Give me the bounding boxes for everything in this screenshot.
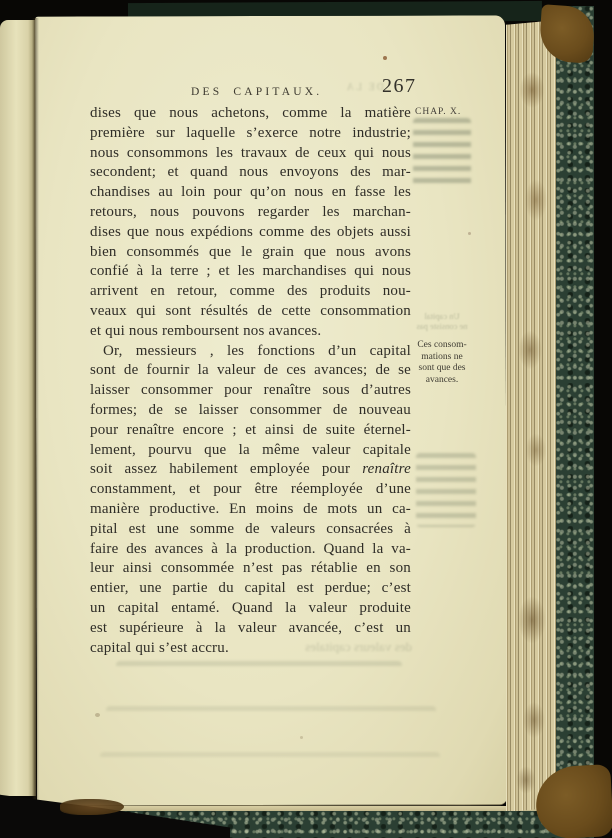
text-line: lement, pourvu que la même valeur capitale <box>90 441 411 458</box>
text-line: et qui nous remboursent nos avances. <box>90 322 322 339</box>
running-head: DES CAPITAUX. <box>191 86 323 98</box>
foxing-spot <box>468 232 471 235</box>
bleedthrough-smudge-3 <box>100 752 440 761</box>
bleedthrough-line: Un capital <box>424 311 460 321</box>
text-line: manière productive. En moins de mots un ca- <box>90 500 411 517</box>
text-line: est supérieure à la valeur avancée, c’est un <box>90 619 411 636</box>
facing-page-edge <box>0 20 36 796</box>
bleedthrough-margin-smudge-mid <box>416 453 476 527</box>
text-line: capital qui s’est accru. <box>90 639 229 656</box>
text-line: Or, messieurs , les fonctions d’un capital <box>103 342 411 359</box>
fore-edge-page-stack <box>506 20 558 812</box>
page-body-text <box>90 104 411 658</box>
text-line: chandises au loin pour qu’on nous en fasse les <box>90 184 411 201</box>
foxing-spot <box>383 56 387 60</box>
bleedthrough-line: ne consiste pas <box>416 321 468 331</box>
foxing-spot <box>95 713 100 717</box>
text-line: pour renaître encore ; et ainsi de suite éternel- <box>90 421 411 438</box>
text-line: première sur laquelle s’exerce notre industrie; <box>90 124 411 141</box>
bleedthrough-running-head: DE LA <box>344 82 384 93</box>
text-line: dises que nous achetons, comme la matière <box>90 105 411 121</box>
text-line: dises que nous expédions comme des objets aussi <box>90 223 411 240</box>
bleedthrough-margin-smudge-top <box>413 118 471 190</box>
paragraph <box>90 342 411 659</box>
gutter-crease <box>32 18 39 800</box>
book-cover-marble-right <box>556 6 594 838</box>
paragraph <box>90 104 411 342</box>
margin-note-line: avances. <box>425 374 459 385</box>
text-line: nous consommons les travaux de ceux qui nous <box>90 144 411 161</box>
text-line: constamment, et pour être réemployée d’une <box>90 481 411 498</box>
text-line: faire des avances à la production. Quand la va- <box>90 540 411 557</box>
text-line: retours, nous pouvons regarder les marchan- <box>90 203 411 220</box>
text-line: laisser consommer pour renaître sous d’autres <box>90 382 411 399</box>
text-line: leur ainsi consommée n’est pas rétablie en son <box>90 560 411 577</box>
text-line: bien consommés que le grain que nous avons <box>90 243 411 260</box>
text-line: arrivent en retour, comme des produits nou- <box>90 283 411 300</box>
text-line: formes; de se laisser consommer de nouveau <box>90 401 411 418</box>
text-line: veaux qui sont résultés de cette consommation <box>90 302 411 319</box>
bleedthrough-footer-line: des valeurs capitales <box>305 639 412 654</box>
text-line: confié à la terre ; et les marchandises qui nous <box>90 263 411 280</box>
margin-note-line: mations ne <box>421 351 463 362</box>
margin-note-line: sont que des <box>418 363 466 374</box>
bleedthrough-smudge-2 <box>106 706 436 714</box>
text-line: secondent; et quand nous envoyons des mar- <box>90 164 411 181</box>
foxing-spot <box>300 736 303 739</box>
text-line: pital est une somme de valeurs consacrées à <box>90 520 411 537</box>
text-line: entier, une partie du capital est perdue; c’est <box>90 580 411 597</box>
chapter-marker: CHAP. X. <box>415 107 462 117</box>
page-number: 267 <box>382 75 417 97</box>
text-line: sont de fournir la valeur de ces avances; de se <box>90 362 411 379</box>
margin-note <box>408 340 476 386</box>
text-line: soit assez habilement employée pour renaître <box>90 461 411 478</box>
text-line: un capital entamé. Quand la valeur produite <box>90 599 411 616</box>
bleedthrough-margin-note <box>410 311 474 331</box>
margin-note-line: Ces consom- <box>417 340 467 350</box>
bleedthrough-smudge-1 <box>116 661 402 670</box>
